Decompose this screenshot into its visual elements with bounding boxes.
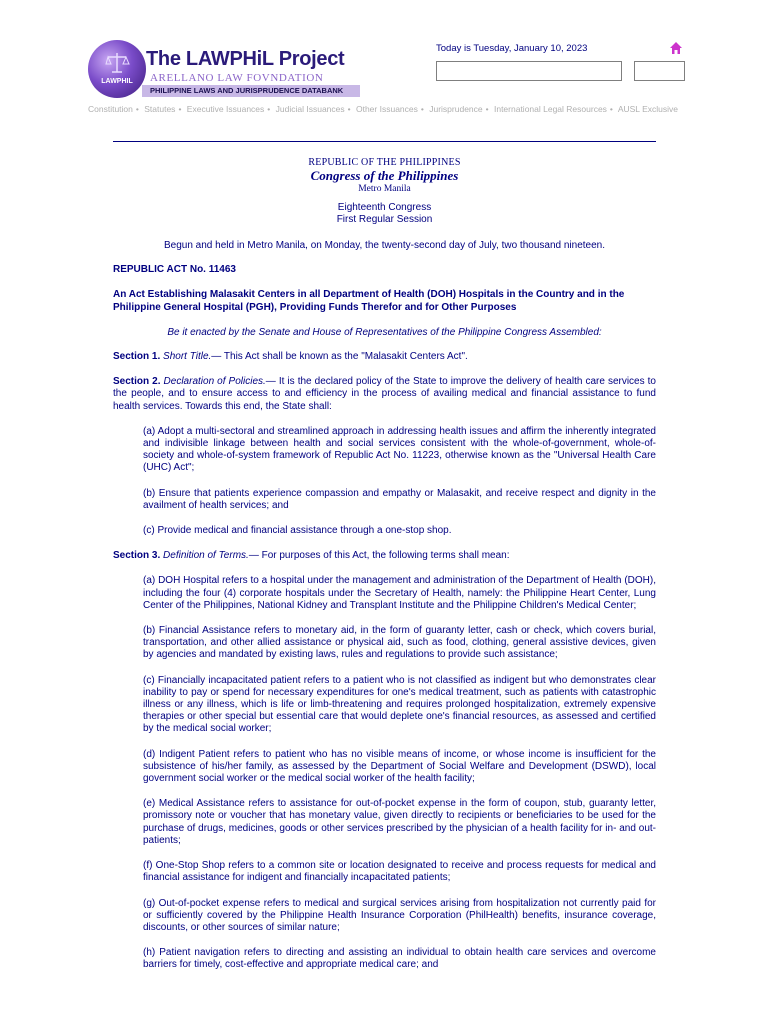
section-label: Section 1. (113, 351, 161, 362)
site-title (146, 48, 344, 71)
section-2-item-a: (a) Adopt a multi-sectoral and streamlined approach in addressing health issues and affirm the inherently integrated and indivisible linkage between health and social services consistent with the whole-of-government, whole-of-society and whole-of-system framework of Republic Act No. 11223, otherwise known as the "Universal Health Care (UHC) Act"; (143, 425, 656, 474)
section-1 (113, 351, 656, 363)
logo-emblem (88, 40, 146, 98)
main-nav (88, 104, 678, 114)
congress-session (113, 202, 656, 226)
act-number: REPUBLIC ACT No. 11463 (113, 264, 236, 275)
section-3-item-a: (a) DOH Hospital refers to a hospital under the management and administration of the Department of Health (DOH), including the four (4) corporate hospitals under the Secretary of Health, namely: the Philippine Heart Center, Lung Center of the Philippines, National Kidney and Transplant Institute and the Philippine Children's Medical Center; (143, 575, 656, 611)
metro-heading: Metro Manila (358, 184, 411, 194)
begun-statement: Begun and held in Metro Manila, on Monday, the twenty-second day of July, two thousand nineteen. (163, 240, 605, 251)
lawphil-logo[interactable] (86, 40, 356, 100)
nav-jurisprudence[interactable]: Jurisprudence (429, 104, 483, 114)
nav-separator: • (135, 104, 139, 114)
home-icon[interactable] (669, 41, 683, 55)
enacting-clause: Be it enacted by the Senate and House of Representatives of the Philippine Congress Assembled: (167, 327, 602, 338)
section-3-item-g: (g) Out-of-pocket expense refers to medical and surgical services arising from hospitalization not currently paid for or sufficiently covered by the Philippine Health Insurance Corporation (PhilHealth) benefits, insurance coverage, discounts, or other sources of similar nature; (143, 897, 656, 933)
nav-separator: • (267, 104, 271, 114)
title-suffix: Project (273, 48, 345, 70)
site-subtitle: ARELLANO LAW FOVNDATION (150, 72, 324, 84)
nav-judicial-issuances[interactable]: Judicial Issuances (275, 104, 345, 114)
nav-other-issuances[interactable]: Other Issuances (355, 104, 418, 114)
nav-statutes[interactable]: Statutes (144, 104, 176, 114)
section-3-item-f: (f) One-Stop Shop refers to a common site or location designated to receive and process requests for medical and financial assistance for indigent and financially incapacitated patients; (143, 860, 656, 884)
site-header (0, 0, 768, 100)
search-button[interactable] (634, 61, 685, 81)
section-3-item-d: (d) Indigent Patient refers to patient who has no visible means of income, or whose income is insufficient for the subsistence of his/her family, as assessed by the Department of Social Welfare and Development (DSWD), local government social worker or the medical social worker of the health facility; (143, 748, 656, 785)
nav-ausl-exclusive[interactable]: AUSL Exclusive (617, 104, 678, 114)
section-3-item-e: (e) Medical Assistance refers to assistance for out-of-pocket expense in the form of coupon, stub, guaranty letter, promissory note or voucher that has monetary value, given directly to recipients or beneficiaries to be used for the purchase of drugs, medicines, goods or other services prescribed by the physician of a health facility for in- and out-patients; (143, 798, 656, 846)
section-text: — It is the declared policy of the State to improve the delivery of health care services to the people, and to ensure access to and efficiency in the process of availing medical and financial assistance to fund health services. Towards this end, the State shall: (113, 376, 656, 412)
section-title: Declaration of Policies. (163, 376, 266, 388)
act-title: An Act Establishing Malasakit Centers in all Department of Health (DOH) Hospitals in the Country and in the Philippine General Hospital (PGH), Providing Funds Therefor and for Other Purposes (113, 289, 625, 313)
nav-separator: • (178, 104, 182, 114)
section-title: Definition of Terms. (163, 550, 249, 562)
databank-banner: PHILIPPINE LAWS AND JURISPRUDENCE DATABANK (142, 85, 360, 97)
section-text: — For purposes of this Act, the following terms shall mean: (248, 550, 510, 562)
congress-heading: Congress of the Philippines (310, 168, 459, 183)
search-input[interactable] (436, 61, 622, 81)
section-3-item-c: (c) Financially incapacitated patient refers to a patient who is not classified as indigent but who demonstrates clear inability to pay or spend for necessary expenditures for one's medical treatment, such as patients with catastrophic illness or any illness, which is life or limb-threatening and requires prolonged hospitalization, extremely expensive therapies or other special but essential care that would deplete one's financial resources, as assessed and certified by the medical social worker; (143, 674, 656, 735)
congress-number: Eighteenth Congress (337, 202, 432, 213)
section-3-item-h: (h) Patient navigation refers to directing and assisting an individual to obtain health care services and overcome barriers for timely, cost-effective and appropriate medical care; and (143, 947, 656, 971)
title-prefix: The (146, 48, 186, 70)
today-date: Today is Tuesday, January 10, 2023 (436, 43, 588, 54)
nav-separator: • (347, 104, 351, 114)
nav-separator: • (420, 104, 424, 114)
republic-heading: REPUBLIC OF THE PHILIPPINES (308, 157, 461, 168)
nav-separator: • (485, 104, 489, 114)
scales-of-justice-icon (104, 50, 130, 76)
nav-separator: • (609, 104, 613, 114)
logo-badge: LAWPHIL (101, 78, 133, 85)
section-label: Section 3. (113, 550, 161, 562)
section-3-item-b: (b) Financial Assistance refers to monetary aid, in the form of guaranty letter, cash or check, which covers burial, transportation, and other allied assistance or physical aid, such as food, clothing, general assistive devices, given by agencies and mandated by existing laws, rules and regulations to provide such assistance; (143, 625, 656, 661)
section-3 (113, 550, 656, 562)
nav-international-legal-resources[interactable]: International Legal Resources (493, 104, 607, 114)
title-brand: LAWPHiL (185, 48, 274, 70)
nav-constitution[interactable]: Constitution (88, 104, 133, 114)
section-label: Section 2. (113, 376, 161, 388)
section-2-item-c: (c) Provide medical and financial assistance through a one-stop shop. (143, 525, 452, 537)
nav-executive-issuances[interactable]: Executive Issuances (186, 104, 265, 114)
section-2 (113, 376, 656, 413)
section-2-item-b: (b) Ensure that patients experience compassion and empathy or Malasakit, and receive respect and dignity in the availment of health services; and (143, 487, 656, 511)
section-text: — This Act shall be known as the "Malasakit Centers Act". (211, 351, 468, 362)
document-body (113, 155, 656, 972)
session-name: First Regular Session (336, 214, 433, 225)
section-title: Short Title. (163, 351, 212, 362)
divider-rule (113, 141, 656, 142)
